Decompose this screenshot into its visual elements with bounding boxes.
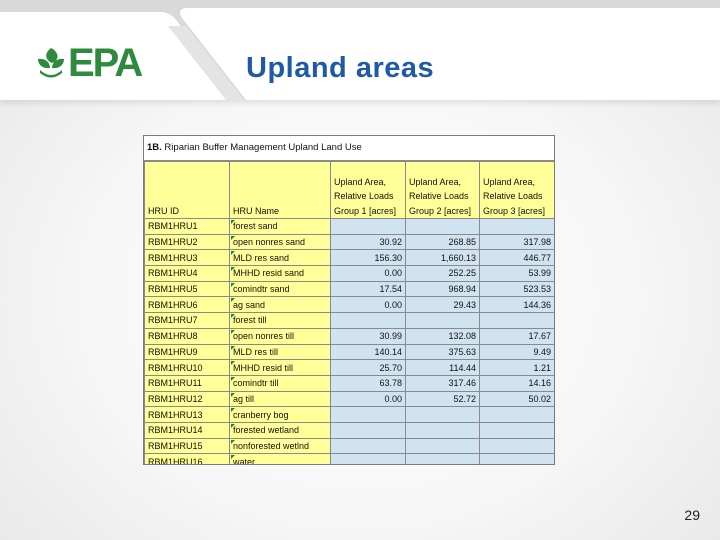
hru-name-cell: open nonres till — [230, 328, 331, 344]
group-1-value-cell — [331, 219, 406, 235]
group-3-value-cell: 50.02 — [480, 391, 555, 407]
hru-id-cell: RBM1HRU11 — [145, 375, 230, 391]
group-2-value-cell: 132.08 — [406, 328, 480, 344]
sheet-title-text: Riparian Buffer Management Upland Land Use — [161, 142, 362, 153]
hru-id-cell: RBM1HRU4 — [145, 266, 230, 282]
group-2-value-cell — [406, 454, 480, 465]
table-row — [145, 407, 555, 423]
hru-name-cell: MHHD resid sand — [230, 266, 331, 282]
table-row — [145, 360, 555, 376]
table-row — [145, 219, 555, 235]
table-row — [145, 375, 555, 391]
group-3-value-cell: 53.99 — [480, 266, 555, 282]
group-2-value-cell — [406, 438, 480, 454]
group-1-value-cell: 0.00 — [331, 391, 406, 407]
column-header-hru-id: HRU ID — [145, 162, 230, 219]
group-2-value-cell: 375.63 — [406, 344, 480, 360]
group-2-value-cell — [406, 219, 480, 235]
group-3-value-cell: 446.77 — [480, 250, 555, 266]
table-row — [145, 297, 555, 313]
group-3-value-cell: 14.16 — [480, 375, 555, 391]
table-row — [145, 234, 555, 250]
group-2-value-cell: 114.44 — [406, 360, 480, 376]
hru-id-cell: RBM1HRU16 — [145, 454, 230, 465]
table-row — [145, 281, 555, 297]
page-number: 29 — [684, 507, 700, 523]
group-2-value-cell: 268.85 — [406, 234, 480, 250]
group-1-value-cell: 140.14 — [331, 344, 406, 360]
hru-id-cell: RBM1HRU8 — [145, 328, 230, 344]
group-1-value-cell: 0.00 — [331, 266, 406, 282]
table-row — [145, 344, 555, 360]
table-row — [145, 438, 555, 454]
group-3-value-cell — [480, 313, 555, 329]
hru-name-cell: comindtr sand — [230, 281, 331, 297]
upland-land-use-table — [144, 161, 555, 465]
hru-name-cell: cranberry bog — [230, 407, 331, 423]
table-body — [145, 219, 555, 466]
hru-name-cell: MHHD resid till — [230, 360, 331, 376]
sheet-title — [144, 136, 554, 161]
epa-logo-text: EPA — [68, 41, 142, 85]
group-3-value-cell: 523.53 — [480, 281, 555, 297]
group-2-value-cell: 317.46 — [406, 375, 480, 391]
group-3-value-cell: 9.49 — [480, 344, 555, 360]
hru-name-cell: MLD res till — [230, 344, 331, 360]
group-3-value-cell: 144.36 — [480, 297, 555, 313]
hru-name-cell: open nonres sand — [230, 234, 331, 250]
group-1-value-cell: 30.99 — [331, 328, 406, 344]
table-row — [145, 391, 555, 407]
group-1-value-cell: 0.00 — [331, 297, 406, 313]
group-1-value-cell — [331, 407, 406, 423]
group-2-value-cell — [406, 313, 480, 329]
slide-header — [0, 0, 720, 100]
hru-id-cell: RBM1HRU1 — [145, 219, 230, 235]
group-1-value-cell — [331, 422, 406, 438]
hru-name-cell: ag till — [230, 391, 331, 407]
sheet-title-number: 1B. — [147, 142, 162, 153]
group-2-value-cell: 52.72 — [406, 391, 480, 407]
hru-id-cell: RBM1HRU9 — [145, 344, 230, 360]
hru-name-cell: ag sand — [230, 297, 331, 313]
group-3-value-cell — [480, 438, 555, 454]
hru-name-cell: comindtr till — [230, 375, 331, 391]
hru-name-cell: MLD res sand — [230, 250, 331, 266]
group-3-value-cell — [480, 422, 555, 438]
group-1-value-cell: 25.70 — [331, 360, 406, 376]
hru-id-cell: RBM1HRU10 — [145, 360, 230, 376]
table-row — [145, 422, 555, 438]
table-row — [145, 454, 555, 465]
group-2-value-cell: 1,660.13 — [406, 250, 480, 266]
table-row — [145, 313, 555, 329]
table-header-row — [145, 162, 555, 219]
hru-name-cell: forested wetland — [230, 422, 331, 438]
group-1-value-cell: 30.92 — [331, 234, 406, 250]
group-2-value-cell — [406, 407, 480, 423]
column-header-group-2: Upland Area, Relative Loads Group 2 [acres] — [406, 162, 480, 219]
group-1-value-cell: 156.30 — [331, 250, 406, 266]
hru-id-cell: RBM1HRU3 — [145, 250, 230, 266]
hru-id-cell: RBM1HRU13 — [145, 407, 230, 423]
hru-id-cell: RBM1HRU5 — [145, 281, 230, 297]
group-3-value-cell — [480, 407, 555, 423]
hru-id-cell: RBM1HRU14 — [145, 422, 230, 438]
slide-title: Upland areas — [246, 52, 435, 84]
group-3-value-cell — [480, 454, 555, 465]
group-2-value-cell — [406, 422, 480, 438]
group-2-value-cell: 252.25 — [406, 266, 480, 282]
group-2-value-cell: 968.94 — [406, 281, 480, 297]
hru-name-cell: nonforested wetlnd — [230, 438, 331, 454]
group-1-value-cell — [331, 313, 406, 329]
hru-name-cell: forest till — [230, 313, 331, 329]
group-3-value-cell — [480, 219, 555, 235]
group-3-value-cell: 317.98 — [480, 234, 555, 250]
epa-leaf-icon — [36, 46, 66, 80]
column-header-group-1: Upland Area, Relative Loads Group 1 [acres] — [331, 162, 406, 219]
hru-id-cell: RBM1HRU6 — [145, 297, 230, 313]
group-1-value-cell: 17.54 — [331, 281, 406, 297]
group-3-value-cell: 17.67 — [480, 328, 555, 344]
group-2-value-cell: 29.43 — [406, 297, 480, 313]
table-row — [145, 266, 555, 282]
hru-id-cell: RBM1HRU15 — [145, 438, 230, 454]
hru-name-cell: forest sand — [230, 219, 331, 235]
spreadsheet-image — [143, 135, 555, 465]
group-1-value-cell — [331, 438, 406, 454]
hru-name-cell: water — [230, 454, 331, 465]
column-header-hru-name: HRU Name — [230, 162, 331, 219]
column-header-group-3: Upland Area, Relative Loads Group 3 [acres] — [480, 162, 555, 219]
epa-logo — [36, 41, 142, 85]
table-row — [145, 328, 555, 344]
group-1-value-cell: 63.78 — [331, 375, 406, 391]
hru-id-cell: RBM1HRU2 — [145, 234, 230, 250]
table-row — [145, 250, 555, 266]
hru-id-cell: RBM1HRU12 — [145, 391, 230, 407]
group-1-value-cell — [331, 454, 406, 465]
group-3-value-cell: 1.21 — [480, 360, 555, 376]
hru-id-cell: RBM1HRU7 — [145, 313, 230, 329]
